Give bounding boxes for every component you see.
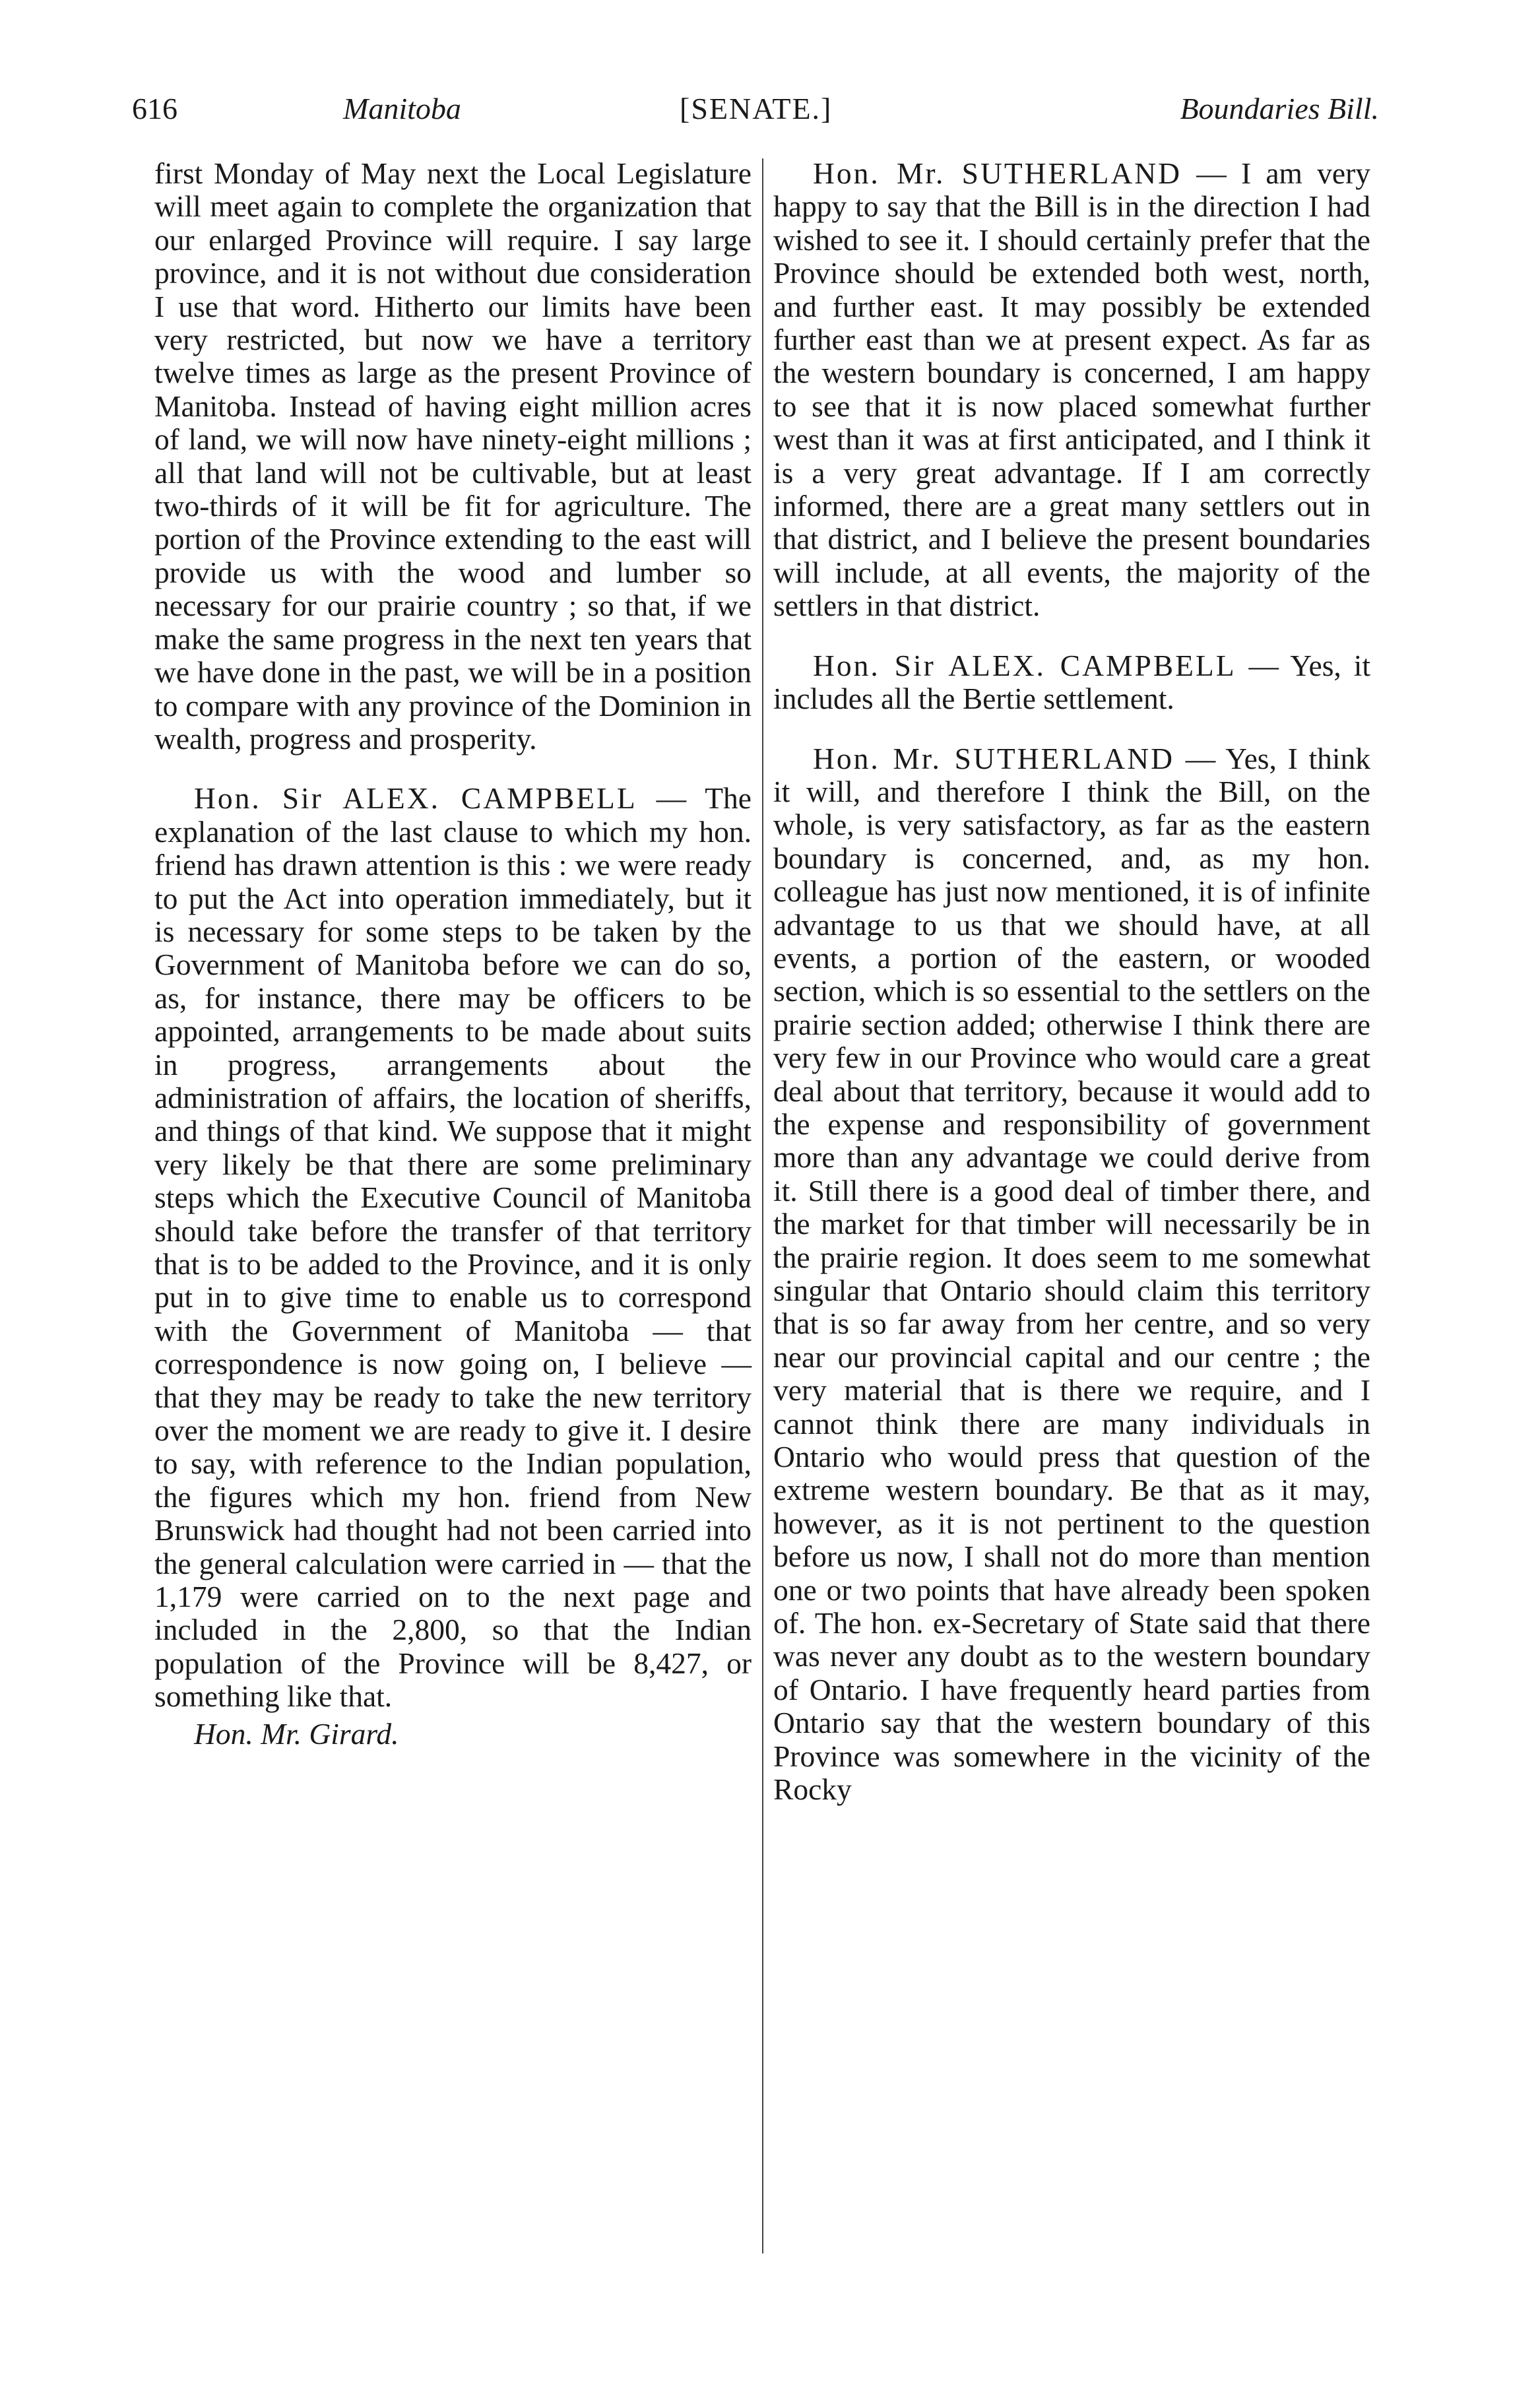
speech-text: — I am very happy to say that the Bill is in the direction I had wished to see it. I should certainly prefer that the Province should be extended both west, north, and further east. It may possibly be extended further east than we at present expect. As far as the western boundary is concerned, I am happy to see that it is now placed somewhat further west than it was at first anticipated, and I think it is a very great advantage. If I am correctly informed, there are a great many settlers out in that district, and I believe the present boundaries will include, at all events, the majority of the settlers in that district.	[773, 156, 1370, 623]
left-column	[154, 157, 752, 1751]
paragraph: first Monday of May next the Local Legislature will meet again to complete the organization that our enlarged Province will require. I say large province, and it is not without due consideration I use that word. Hitherto our limits have been very restricted, but now we have a territory twelve times as large as the present Province of Manitoba. Instead of having eight million acres of land, we will now have ninety-eight millions ; all that land will not be cultivable, but at least two-thirds of it will be fit for agriculture. The portion of the Province extending to the east will provide us with the wood and lumber so necessary for our prairie country ; so that, if we make the same progress in the next ten years that we have done in the past, we will be in a position to compare with any province of the Dominion in wealth, progress and prosperity.	[154, 156, 752, 756]
paragraph	[773, 157, 1370, 623]
running-head-right: Boundaries Bill.	[1180, 92, 1379, 125]
page-signature: Hon. Mr. Girard.	[194, 1716, 399, 1751]
column-divider	[762, 158, 763, 2253]
paragraph	[773, 649, 1370, 716]
speaker-name: Hon. Mr. SUTHERLAND	[813, 741, 1174, 775]
paragraph	[154, 782, 752, 1713]
paragraph	[773, 742, 1370, 1807]
speaker-name: Hon. Mr. SUTHERLAND	[813, 156, 1182, 190]
speaker-name: Hon. Sir ALEX. CAMPBELL	[194, 781, 637, 816]
speaker-name: Hon. Sir ALEX. CAMPBELL	[813, 648, 1236, 682]
running-head-center: [SENATE.]	[680, 92, 833, 125]
speech-text: — Yes, it includes all the Bertie settlement.	[773, 648, 1370, 716]
page-header	[132, 82, 1379, 135]
running-head-left: Manitoba	[343, 92, 461, 125]
right-column	[773, 157, 1370, 1807]
speech-text: — The explanation of the last clause to which my hon. friend has drawn attention is this : we were ready to put the Act into operation immediately, but it is necessary for some steps to be taken by the Government of Manitoba before we can do so, as, for instance, there may be officers to be appointed, arrangements to be made about suits in progress, arrangements about the administration of affairs, the location of sheriffs, and things of that kind. We suppose that it might very likely be that there are some preliminary steps which the Executive Council of Manitoba should take before the transfer of that territory that is to be added to the Province, and it is only put in to give time to enable us to correspond with the Government of Manitoba — that correspondence is now going on, I believe — that they may be ready to take the new territory over the moment we are ready to give it. I desire to say, with reference to the Indian population, the figures which my hon. friend from New Brunswick had thought had not been carried into the general calculation were carried in — that the 1,179 were carried on to the next page and included in the 2,800, so that the Indian population of the Province will be 8,427, or something like that.	[154, 781, 752, 1714]
page-number: 616	[132, 92, 177, 125]
speech-text: — Yes, I think it will, and therefore I think the Bill, on the whole, is very satisfactory, as far as the eastern boundary is concerned, and, as my hon. colleague has just now mentioned, it is of infinite advantage to us that we should have, at all events, a portion of the eastern, or wooded section, which is so essential to the settlers on the prairie section added; otherwise I think there are very few in our Province who would care a great deal about that territory, because it would add to the expense and responsibility of government more than any advantage we could derive from it. Still there is a good deal of timber there, and the market for that timber will necessarily be in the prairie region. It does seem to me somewhat singular that Ontario should claim this territory that is so far away from her centre, and so very near our provincial capital and our centre ; the very material that is there we require, and I cannot think there are many individuals in Ontario who would press that question of the extreme western boundary. Be that as it may, however, as it is not pertinent to the question before us now, I shall not do more than mention one or two points that have already been spoken of. The hon. ex-Secretary of State said that there was never any doubt as to the western boundary of Ontario. I have frequently heard parties from Ontario say that the western boundary of this Province was somewhere in the vicinity of the Rocky	[773, 741, 1370, 1807]
